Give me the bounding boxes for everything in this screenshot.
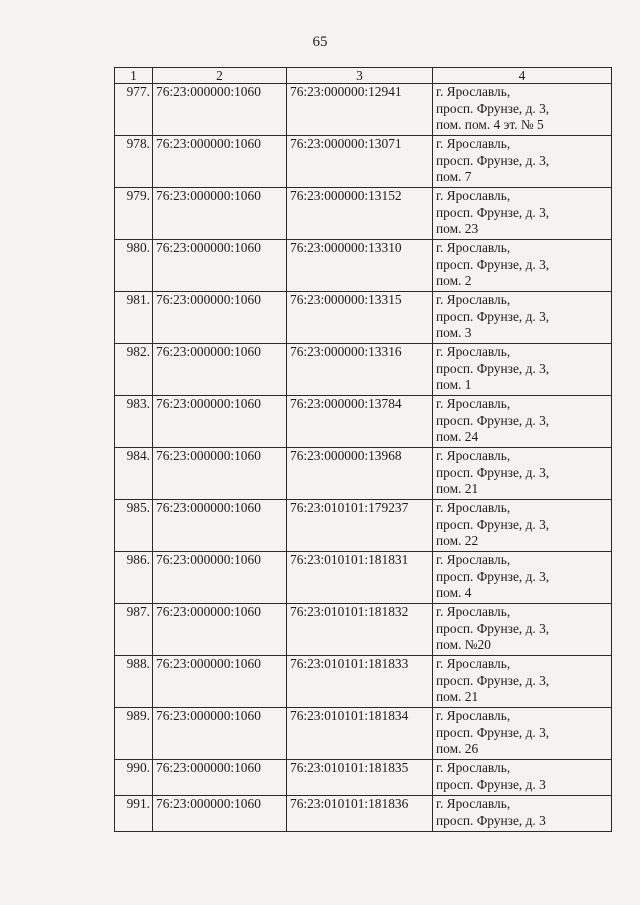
address-line: пом. пом. 4 эт. № 5 (436, 117, 544, 133)
row-number: 984. (115, 448, 153, 500)
table-row (115, 552, 612, 604)
parent-cadastral-number: 76:23:000000:1060 (153, 552, 287, 604)
address-line: просп. Фрунзе, д. 3, (436, 568, 550, 584)
row-number: 983. (115, 396, 153, 448)
table-row (115, 500, 612, 552)
row-number: 977. (115, 84, 153, 136)
parent-cadastral-number: 76:23:000000:1060 (153, 708, 287, 760)
parent-cadastral-number: 76:23:000000:1060 (153, 604, 287, 656)
address-line: просп. Фрунзе, д. 3, (436, 724, 550, 740)
address-line: г. Ярославль, (436, 552, 511, 567)
address-line: пом. 22 (436, 533, 479, 549)
parent-cadastral-number: 76:23:000000:1060 (153, 188, 287, 240)
address-line: просп. Фрунзе, д. 3 (436, 812, 546, 828)
parent-cadastral-number: 76:23:000000:1060 (153, 136, 287, 188)
cadastral-number: 76:23:000000:13071 (287, 136, 433, 188)
cadastral-number: 76:23:010101:181835 (287, 760, 433, 796)
address-line: г. Ярославль, (436, 708, 511, 723)
address-line: просп. Фрунзе, д. 3, (436, 412, 550, 428)
table-row (115, 188, 612, 240)
cadastral-number: 76:23:000000:13784 (287, 396, 433, 448)
address-line: просп. Фрунзе, д. 3, (436, 308, 550, 324)
address-cell (433, 500, 612, 552)
address-cell (433, 344, 612, 396)
row-number: 991. (115, 796, 153, 832)
address-line: пом. 3 (436, 325, 472, 341)
parent-cadastral-number: 76:23:000000:1060 (153, 656, 287, 708)
table-row (115, 448, 612, 500)
address-line: г. Ярославль, (436, 396, 511, 411)
address-line: пом. 24 (436, 429, 479, 445)
address-line: пом. 21 (436, 689, 479, 705)
table-row (115, 656, 612, 708)
address-cell (433, 552, 612, 604)
table-row (115, 240, 612, 292)
address-line: г. Ярославль, (436, 292, 511, 307)
table-body (115, 84, 612, 832)
cadastral-number: 76:23:010101:181832 (287, 604, 433, 656)
table-row (115, 292, 612, 344)
column-header-cadastral: 3 (287, 68, 433, 84)
address-cell (433, 292, 612, 344)
address-cell (433, 188, 612, 240)
table-row (115, 760, 612, 796)
cadastral-number: 76:23:010101:181831 (287, 552, 433, 604)
row-number: 985. (115, 500, 153, 552)
row-number: 982. (115, 344, 153, 396)
table-row (115, 136, 612, 188)
parent-cadastral-number: 76:23:000000:1060 (153, 344, 287, 396)
table-row (115, 796, 612, 832)
row-number: 988. (115, 656, 153, 708)
parent-cadastral-number: 76:23:000000:1060 (153, 796, 287, 832)
cadastral-number: 76:23:000000:12941 (287, 84, 433, 136)
address-line: пом. 23 (436, 221, 479, 237)
address-line: пом. №20 (436, 637, 491, 653)
address-line: просп. Фрунзе, д. 3, (436, 360, 550, 376)
table-row (115, 84, 612, 136)
address-cell (433, 604, 612, 656)
address-cell (433, 136, 612, 188)
row-number: 989. (115, 708, 153, 760)
address-line: г. Ярославль, (436, 240, 511, 255)
cadastral-number: 76:23:000000:13315 (287, 292, 433, 344)
parent-cadastral-number: 76:23:000000:1060 (153, 396, 287, 448)
column-header-parent-cadastral: 2 (153, 68, 287, 84)
address-line: пом. 21 (436, 481, 479, 497)
address-line: просп. Фрунзе, д. 3, (436, 672, 550, 688)
address-cell (433, 396, 612, 448)
column-header-number: 1 (115, 68, 153, 84)
address-line: пом. 1 (436, 377, 472, 393)
address-cell (433, 240, 612, 292)
address-line: г. Ярославль, (436, 656, 511, 671)
address-cell (433, 708, 612, 760)
parent-cadastral-number: 76:23:000000:1060 (153, 500, 287, 552)
parent-cadastral-number: 76:23:000000:1060 (153, 292, 287, 344)
address-line: просп. Фрунзе, д. 3, (436, 204, 550, 220)
address-line: просп. Фрунзе, д. 3, (436, 152, 550, 168)
parent-cadastral-number: 76:23:000000:1060 (153, 84, 287, 136)
address-line: просп. Фрунзе, д. 3 (436, 776, 546, 792)
address-line: пом. 4 (436, 585, 472, 601)
row-number: 978. (115, 136, 153, 188)
parent-cadastral-number: 76:23:000000:1060 (153, 760, 287, 796)
column-header-address: 4 (433, 68, 612, 84)
address-line: просп. Фрунзе, д. 3, (436, 100, 550, 116)
address-cell (433, 84, 612, 136)
table-header-row (115, 68, 612, 84)
address-cell (433, 760, 612, 796)
table-row (115, 708, 612, 760)
address-line: г. Ярославль, (436, 84, 511, 99)
address-line: просп. Фрунзе, д. 3, (436, 464, 550, 480)
address-line: просп. Фрунзе, д. 3, (436, 620, 550, 636)
address-cell (433, 448, 612, 500)
cadastral-number: 76:23:000000:13310 (287, 240, 433, 292)
address-cell (433, 796, 612, 832)
row-number: 981. (115, 292, 153, 344)
cadastral-number: 76:23:000000:13152 (287, 188, 433, 240)
table-row (115, 344, 612, 396)
registry-table (114, 67, 612, 832)
cadastral-number: 76:23:010101:181834 (287, 708, 433, 760)
page-number: 65 (312, 34, 328, 50)
address-line: пом. 2 (436, 273, 472, 289)
cadastral-number: 76:23:000000:13968 (287, 448, 433, 500)
address-line: пом. 7 (436, 169, 472, 185)
parent-cadastral-number: 76:23:000000:1060 (153, 448, 287, 500)
row-number: 980. (115, 240, 153, 292)
row-number: 990. (115, 760, 153, 796)
address-line: г. Ярославль, (436, 344, 511, 359)
row-number: 987. (115, 604, 153, 656)
address-line: г. Ярославль, (436, 796, 511, 811)
row-number: 979. (115, 188, 153, 240)
address-line: г. Ярославль, (436, 604, 511, 619)
parent-cadastral-number: 76:23:000000:1060 (153, 240, 287, 292)
row-number: 986. (115, 552, 153, 604)
cadastral-number: 76:23:000000:13316 (287, 344, 433, 396)
address-line: г. Ярославль, (436, 500, 511, 515)
address-line: г. Ярославль, (436, 448, 511, 463)
address-line: пом. 26 (436, 741, 479, 757)
address-line: г. Ярославль, (436, 188, 511, 203)
address-line: просп. Фрунзе, д. 3, (436, 256, 550, 272)
address-line: просп. Фрунзе, д. 3, (436, 516, 550, 532)
address-cell (433, 656, 612, 708)
table-row (115, 396, 612, 448)
address-line: г. Ярославль, (436, 760, 511, 775)
cadastral-number: 76:23:010101:181833 (287, 656, 433, 708)
cadastral-number: 76:23:010101:179237 (287, 500, 433, 552)
table-row (115, 604, 612, 656)
cadastral-number: 76:23:010101:181836 (287, 796, 433, 832)
address-line: г. Ярославль, (436, 136, 511, 151)
